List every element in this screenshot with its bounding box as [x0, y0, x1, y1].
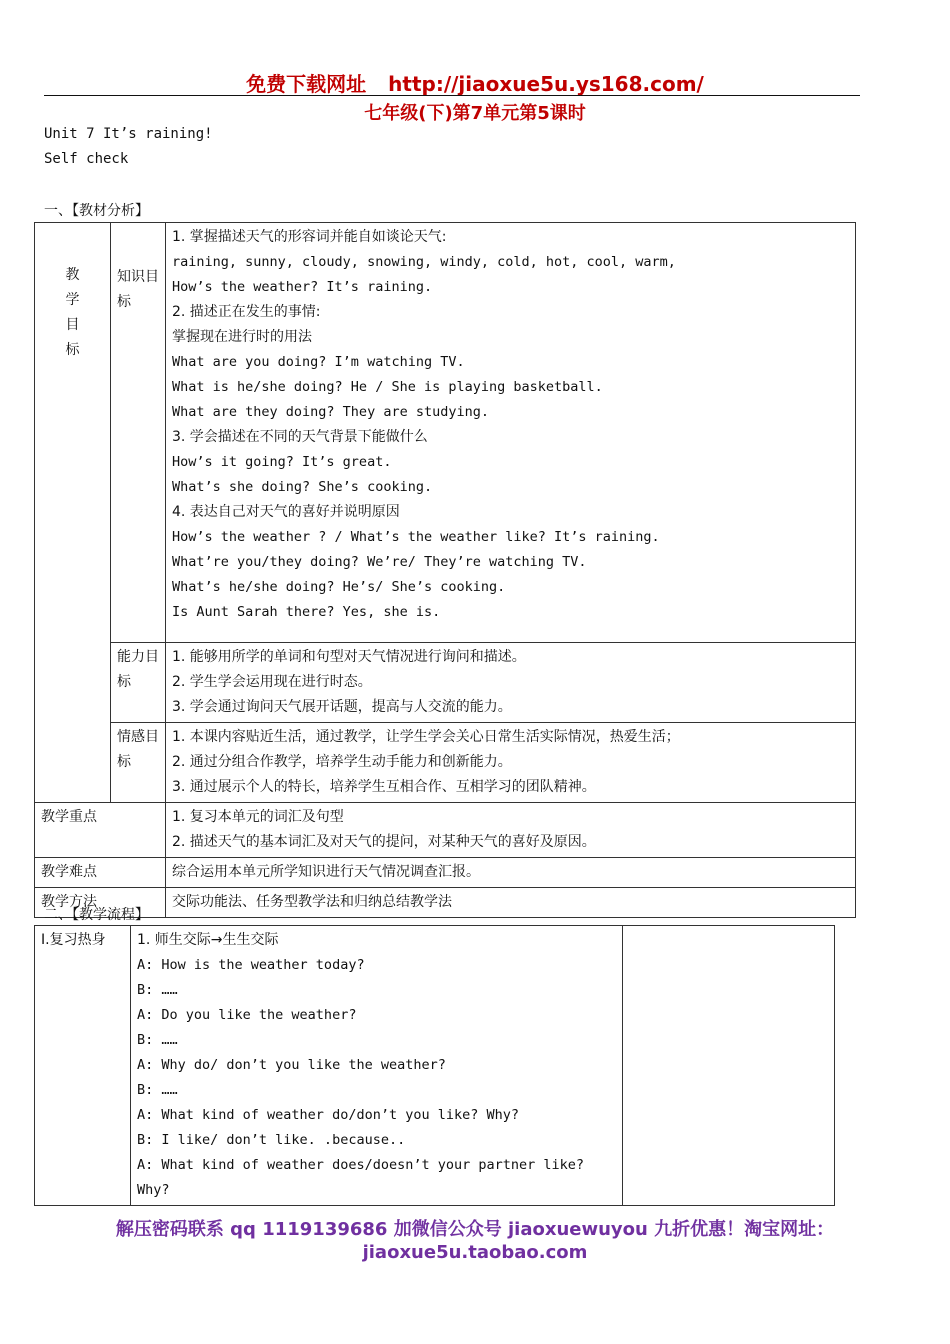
ability-label: 能力目标 — [117, 649, 159, 690]
difficulty-label: 教学难点 — [41, 864, 97, 880]
knowledge-line: 3. 学会描述在不同的天气背景下能做什么 — [172, 429, 428, 445]
goal-label: 教学目标 — [65, 267, 80, 358]
ability-line: 1. 能够用所学的单词和句型对天气情况进行询问和描述。 — [172, 649, 526, 665]
knowledge-content-cell — [166, 223, 856, 643]
ability-label-cell — [111, 643, 166, 723]
notes-cell — [623, 926, 835, 1206]
footer-line-1: 解压密码联系 qq 1119139686 加微信公众号 jiaoxuewuyou 九折优惠！淘宝网址： — [115, 1219, 835, 1240]
section-heading-analysis: 一、【教材分析】 — [44, 203, 149, 219]
emotion-line: 1. 本课内容贴近生活，通过教学，让学生学会关心日常生活实际情况，热爱生活； — [172, 729, 680, 745]
knowledge-line: 1. 掌握描述天气的形容词并能自如谈论天气: — [172, 229, 447, 245]
ability-line: 3. 学会通过询问天气展开话题，提高与人交流的能力。 — [172, 699, 512, 715]
page-title: 七年级(下)第7单元第5课时 — [364, 103, 586, 124]
flow-content-cell — [131, 926, 623, 1206]
method-cell — [166, 888, 856, 918]
knowledge-line: How’s it going? It’s great. — [172, 454, 392, 470]
knowledge-line: What is he/she doing? He / She is playing basketball. — [172, 379, 603, 395]
dialog-line: A: What kind of weather do/don’t you like? Why? — [137, 1107, 520, 1123]
ability-content-cell — [166, 643, 856, 723]
stage-label: Ⅰ.复习热身 — [41, 932, 106, 948]
dialog-line: Why? — [137, 1182, 170, 1198]
footer-promo — [0, 1218, 950, 1264]
knowledge-line: What’re you/they doing? We’re/ They’re watching TV. — [172, 554, 587, 570]
knowledge-line: How’s the weather ? / What’s the weather like? It’s raining. — [172, 529, 660, 545]
knowledge-line: raining, sunny, cloudy, snowing, windy, cold, hot, cool, warm, — [172, 254, 676, 270]
knowledge-line: Is Aunt Sarah there? Yes, she is. — [172, 604, 441, 620]
goal-label-cell — [35, 223, 111, 803]
knowledge-line: What are you doing? I’m watching TV. — [172, 354, 465, 370]
dialog-line: A: Do you like the weather? — [137, 1007, 357, 1023]
analysis-table — [34, 222, 856, 918]
knowledge-line: 掌握现在进行时的用法 — [172, 329, 312, 345]
knowledge-line: What are they doing? They are studying. — [172, 404, 489, 420]
difficulty-text: 综合运用本单元所学知识进行天气情况调查汇报。 — [172, 864, 480, 880]
knowledge-line: How’s the weather? It’s raining. — [172, 279, 433, 295]
emotion-label-cell — [111, 723, 166, 803]
stage-label-cell — [35, 926, 131, 1206]
dialog-line: B: …… — [137, 982, 178, 998]
dialog-line: 1. 师生交际→生生交际 — [137, 932, 279, 948]
section-heading-flow: 二、【教学流程】 — [44, 907, 149, 923]
dialog-line: B: I like/ don’t like. .because.. — [137, 1132, 406, 1148]
emotion-line: 3. 通过展示个人的特长，培养学生互相合作、互相学习的团队精神。 — [172, 779, 596, 795]
knowledge-line: What’s he/she doing? He’s/ She’s cooking. — [172, 579, 506, 595]
difficulty-cell — [166, 858, 856, 888]
dialog-line: B: …… — [137, 1032, 178, 1048]
knowledge-label-cell — [111, 223, 166, 643]
free-download-label: 免费下载网址 — [246, 72, 367, 96]
emotion-label: 情感目标 — [117, 729, 159, 770]
dialog-line: A: How is the weather today? — [137, 957, 365, 973]
dialog-line: A: What kind of weather does/doesn’t your partner like? — [137, 1157, 585, 1173]
header-link-line — [0, 68, 950, 97]
key-points-cell — [166, 803, 856, 858]
header-url-link[interactable]: http://jiaoxue5u.ys168.com/ — [388, 72, 704, 96]
emotion-content-cell — [166, 723, 856, 803]
key-point-line: 2. 描述天气的基本词汇及对天气的提问，对某种天气的喜好及原因。 — [172, 834, 596, 850]
dialog-line: A: Why do/ don’t you like the weather? — [137, 1057, 446, 1073]
dialog-line: B: …… — [137, 1082, 178, 1098]
difficulty-label-cell — [35, 858, 166, 888]
method-label: 教学方法 — [41, 894, 97, 910]
flow-table — [34, 925, 835, 1206]
method-text: 交际功能法、任务型教学法和归纳总结教学法 — [172, 894, 452, 910]
key-points-label: 教学重点 — [41, 809, 97, 825]
ability-line: 2. 学生学会运用现在进行时态。 — [172, 674, 372, 690]
key-point-line: 1. 复习本单元的词汇及句型 — [172, 809, 344, 825]
self-check-label: Self check — [44, 151, 129, 167]
knowledge-line: What’s she doing? She’s cooking. — [172, 479, 433, 495]
unit-title: Unit 7 It’s raining! — [44, 126, 213, 142]
header-rule — [44, 95, 860, 96]
knowledge-label: 知识目标 — [117, 269, 159, 310]
footer-taobao-link[interactable]: jiaoxue5u.taobao.com — [362, 1242, 588, 1263]
knowledge-line: 4. 表达自己对天气的喜好并说明原因 — [172, 504, 400, 520]
emotion-line: 2. 通过分组合作教学，培养学生动手能力和创新能力。 — [172, 754, 512, 770]
key-label-cell — [35, 803, 166, 858]
knowledge-line: 2. 描述正在发生的事情: — [172, 304, 321, 320]
